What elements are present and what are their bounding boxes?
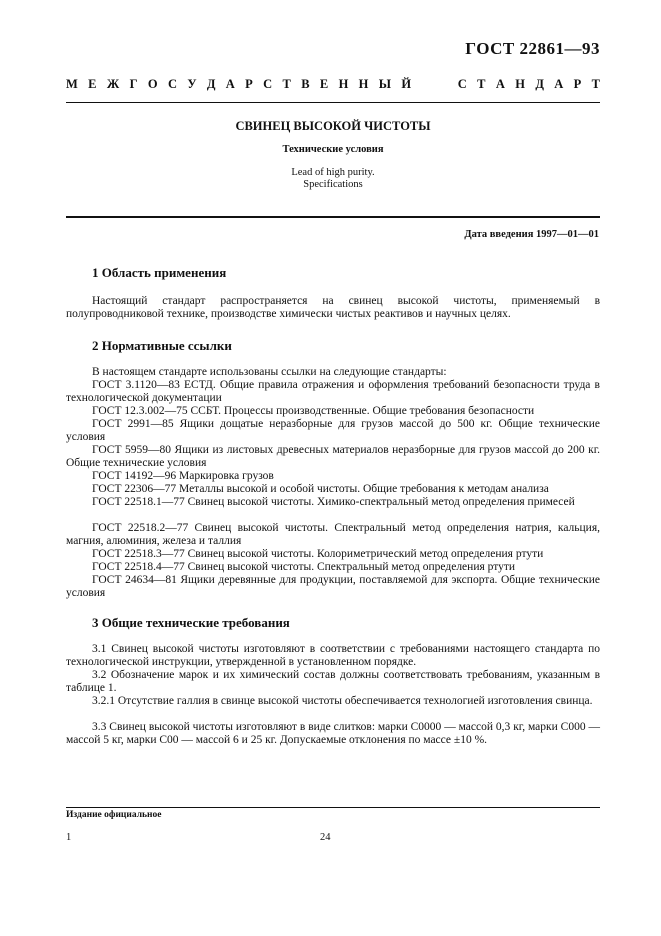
banner-letter: Г (129, 77, 138, 91)
reference-item: ГОСТ 22518.3—77 Свинец высокой чистоты. Колориметрический метод определения ртути (92, 548, 544, 560)
standard-number: ГОСТ 22861—93 (465, 39, 600, 58)
banner-letter: Е (88, 77, 97, 91)
reference-item: ГОСТ 12.3.002—75 ССБТ. Процессы производственные. Общие требования безопасности (92, 405, 535, 417)
reference-item: ГОСТ 22518.4—77 Свинец высокой чистоты. Спектральный метод определения ртути (92, 561, 516, 573)
reference-item: ГОСТ 22518.2—77 Свинец высокой чистоты. Спектральный метод определения натрия, кальция, магния, алюминия, железа и таллия (66, 522, 600, 548)
section-heading-scope: 1 Область применения (92, 265, 227, 280)
banner-letter: Е (319, 77, 329, 91)
page-number-left: 1 (66, 832, 72, 843)
reference-item: ГОСТ 14192—96 Маркировка грузов (92, 470, 274, 482)
reference-item: ГОСТ 5959—80 Ящики из листовых древесных материалов неразборные для грузов массой до 200 кг. Общие технические условия (66, 444, 600, 470)
section-heading-references: 2 Нормативные ссылки (92, 338, 232, 353)
banner-letter: Т (282, 77, 291, 91)
reference-item: ГОСТ 22306—77 Металлы высокой и особой чистоты. Общие требования к методам анализа (92, 483, 549, 495)
reference-item: ГОСТ 2991—85 Ящики дощатые неразборные для грузов массой до 500 кг. Общие технические условия (66, 418, 600, 444)
requirement-paragraph: 3.2.1 Отсутствие галлия в свинце высокой чистоты обеспечивается технологией изготовления свинца. (92, 695, 593, 707)
banner-letter: С (167, 77, 177, 91)
section-scope-text: Настоящий стандарт распространяется на свинец высокой чистоты, применяемый в полупроводниковой технике, производстве химически чистых реактивов и научных целях. (66, 295, 600, 321)
introduction-date: Дата введения 1997—01—01 (464, 229, 599, 240)
document-subtitle: Технические условия (282, 144, 384, 155)
banner-letter: Ы (378, 77, 392, 91)
banner-letter: М (66, 77, 78, 91)
banner-letter: Т (477, 77, 486, 91)
banner-letter: Д (535, 77, 544, 91)
banner-interstate-standard (66, 77, 600, 92)
header-divider (66, 102, 600, 103)
english-title-line: Lead of high purity. (291, 167, 375, 178)
banner-letter: Т (591, 77, 600, 91)
reference-item: ГОСТ 3.1120—83 ЕСТД. Общие правила отражения и оформления требований безопасности труда в технологической документации (66, 379, 600, 405)
banner-gap (421, 77, 447, 92)
section-heading-requirements: 3 Общие технические требования (92, 615, 290, 630)
banner-letter: Н (515, 77, 525, 91)
banner-letter: С (457, 77, 467, 91)
banner-letter: А (495, 77, 505, 91)
reference-item: ГОСТ 22518.1—77 Свинец высокой чистоты. Химико-спектральный метод определения примесей (92, 496, 575, 508)
banner-letter: У (187, 77, 197, 91)
banner-letter: О (147, 77, 158, 91)
footer-divider (66, 807, 600, 808)
banner-letter: С (263, 77, 273, 91)
banner-letter: А (554, 77, 564, 91)
banner-letter: Р (573, 77, 582, 91)
banner-letter: Й (401, 77, 412, 91)
banner-letter: Ж (106, 77, 120, 91)
requirement-paragraph: 3.2 Обозначение марок и их химический состав должны соответствовать требованиям, указанным в таблице 1. (66, 669, 600, 695)
requirement-paragraph: 3.3 Свинец высокой чистоты изготовляют в виде слитков: марки С0000 — массой 0,3 кг, марки С000 — массой 5 кг, марки С00 — массой 6 и 25 кг. Допускаемые отклонения по массе ±10 %. (66, 721, 600, 747)
page-number-center: 24 (320, 832, 331, 843)
banner-letter: Р (245, 77, 253, 91)
english-title-line: Specifications (303, 179, 363, 190)
references-intro: В настоящем стандарте использованы ссылки на следующие стандарты: (92, 366, 447, 378)
document-title: СВИНЕЦ ВЫСОКОЙ ЧИСТОТЫ (235, 119, 431, 133)
reference-item: ГОСТ 24634—81 Ящики деревянные для продукции, поставляемой для экспорта. Общие технические условия (66, 574, 600, 600)
banner-letter: Н (358, 77, 369, 91)
banner-letter: Н (338, 77, 349, 91)
title-divider (66, 216, 600, 218)
banner-letter: Д (206, 77, 216, 91)
banner-letter: А (225, 77, 235, 91)
requirement-paragraph: 3.1 Свинец высокой чистоты изготовляют в соответствии с требованиями настоящего стандарта по технологической инструкции, утвержденной в установленном порядке. (66, 643, 600, 669)
banner-letter: В (301, 77, 310, 91)
official-edition-label: Издание официальное (66, 810, 162, 820)
english-title (66, 167, 600, 191)
